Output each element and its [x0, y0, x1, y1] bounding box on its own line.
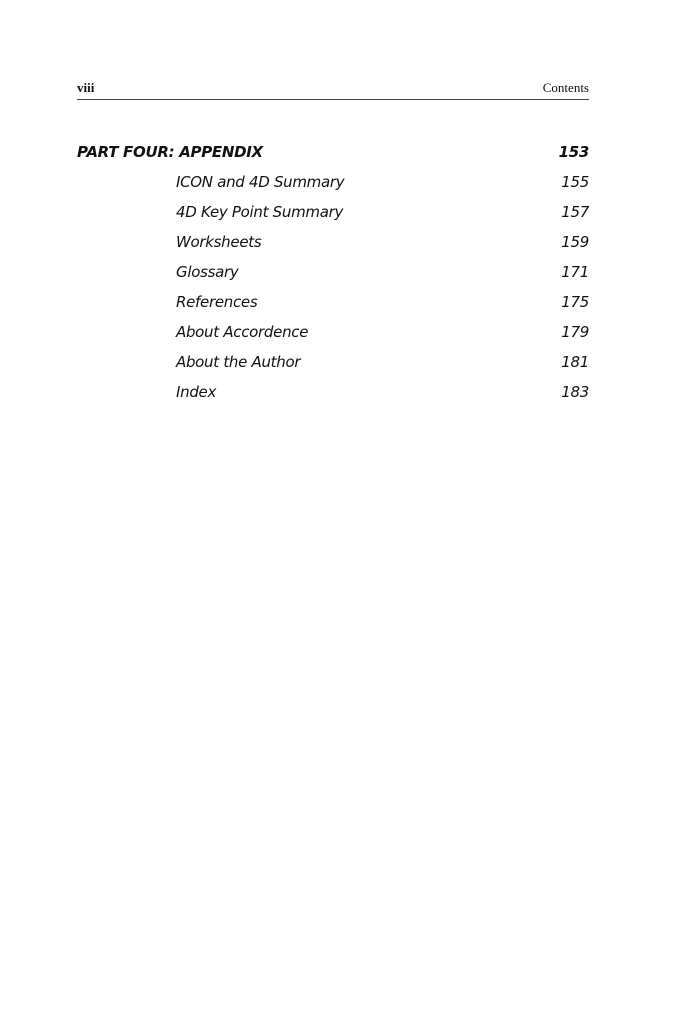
toc-entry-title: Worksheets — [176, 233, 262, 251]
toc-entry-page: 171 — [561, 263, 589, 281]
toc-entry — [176, 293, 589, 323]
toc-entry-page: 183 — [561, 383, 589, 401]
toc-entry — [176, 323, 589, 353]
toc-entry-page: 157 — [561, 203, 589, 221]
toc-entry-page: 159 — [561, 233, 589, 251]
toc-entry-title: Index — [176, 383, 217, 401]
toc-part-page: 153 — [558, 143, 589, 161]
toc-entry — [176, 233, 589, 263]
toc-entry-page: 179 — [561, 323, 589, 341]
toc-entry-title: Glossary — [176, 263, 239, 281]
toc-entry-page: 175 — [561, 293, 589, 311]
toc-part-title: PART FOUR: APPENDIX — [77, 143, 263, 161]
toc-entry — [176, 353, 589, 383]
toc-entry — [176, 203, 589, 233]
toc-entry-title: ICON and 4D Summary — [176, 173, 345, 191]
toc-entry — [176, 383, 589, 413]
toc-list — [176, 173, 589, 413]
toc-entry-page: 181 — [561, 353, 589, 371]
page-header — [77, 80, 589, 100]
page-number: viii — [77, 80, 95, 95]
running-head: Contents — [542, 80, 589, 95]
toc-part-heading — [77, 143, 589, 165]
toc-entry-title: References — [176, 293, 258, 311]
toc-entry-title: 4D Key Point Summary — [176, 203, 344, 221]
toc-entry — [176, 173, 589, 203]
toc-entry-title: About the Author — [176, 353, 301, 371]
toc-entry-page: 155 — [561, 173, 589, 191]
toc-entry-title: About Accordence — [176, 323, 309, 341]
toc-entry — [176, 263, 589, 293]
